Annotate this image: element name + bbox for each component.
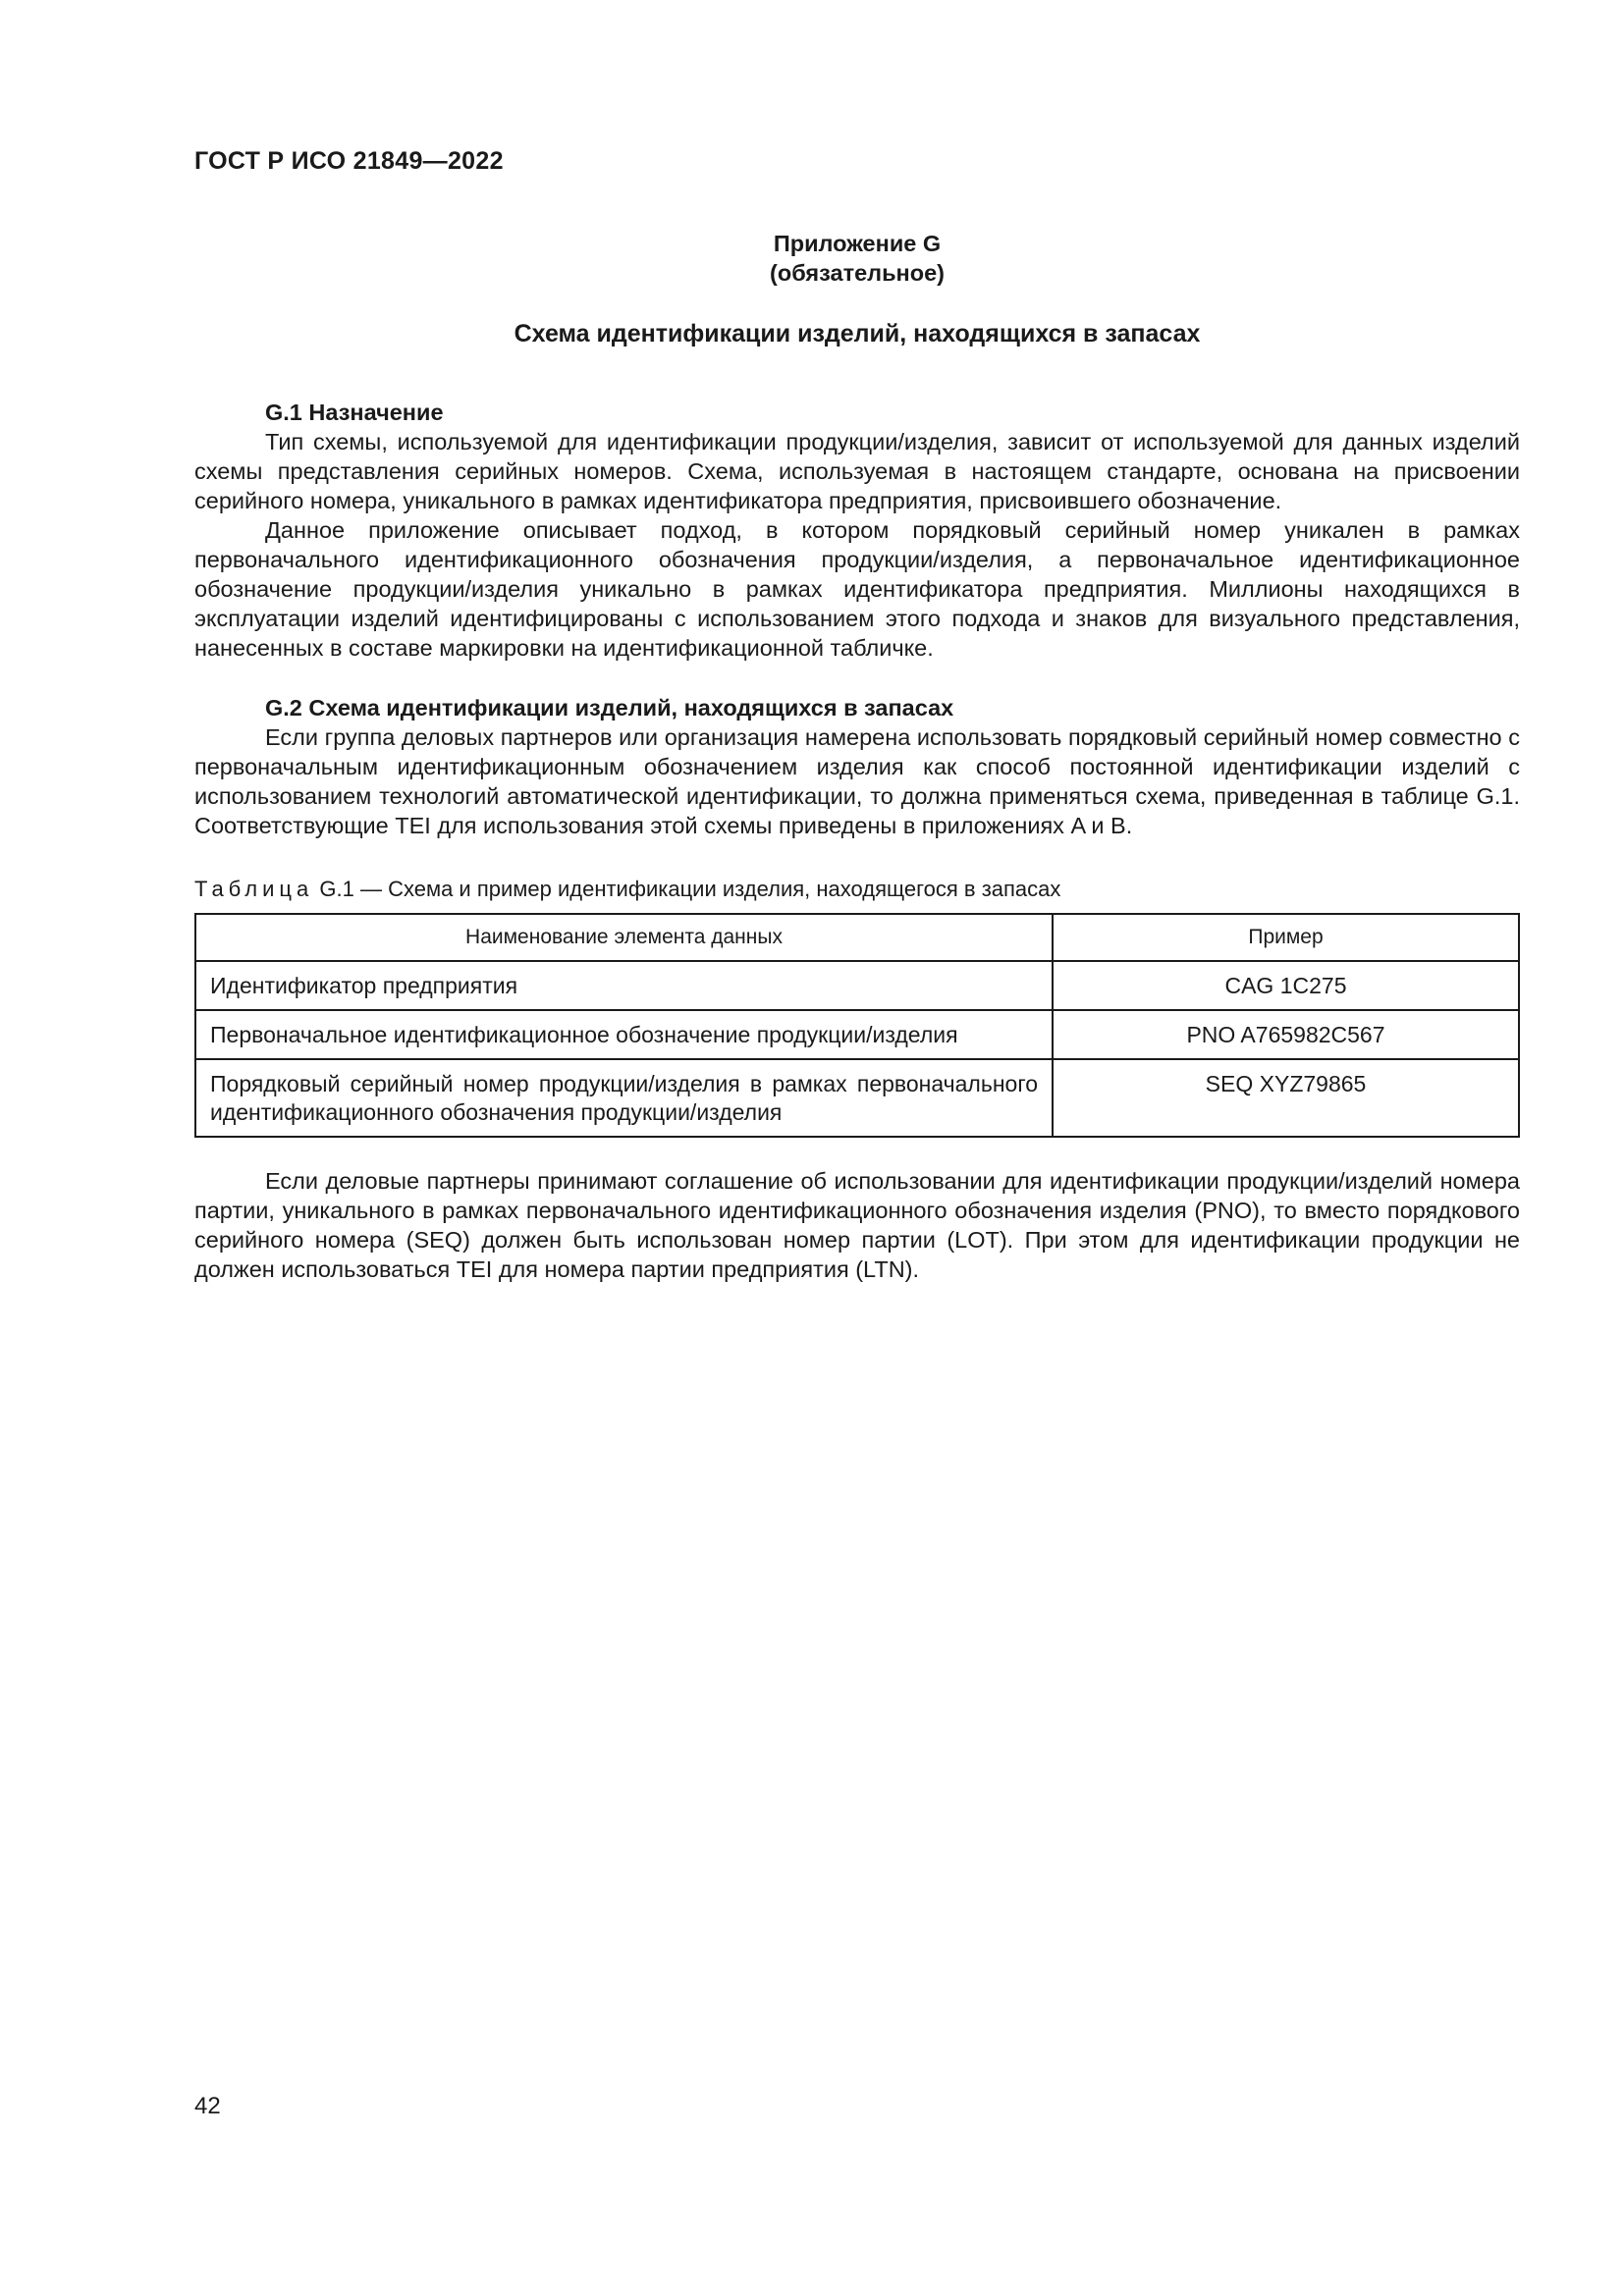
data-elements-table [194, 913, 1520, 1138]
cell-example: PNO A765982C567 [1053, 1010, 1519, 1059]
table-row [195, 1010, 1519, 1059]
table-header-row [195, 914, 1519, 961]
appendix-heading [194, 229, 1520, 288]
paragraph: Тип схемы, используемой для идентификации продукции/изделия, зависит от используемой для данных изделий схемы представления серийных номеров. Схема, используемая в настоящем стандарте, основана на присвоении серийного номера, уникального в рамках идентификатора предприятия, присвоившего обозначение. [194, 429, 1520, 513]
column-header-example: Пример [1053, 914, 1519, 961]
cell-example: CAG 1C275 [1053, 961, 1519, 1010]
appendix-status: (обязательное) [770, 260, 945, 286]
column-header-name: Наименование элемента данных [195, 914, 1053, 961]
section-g1 [194, 398, 1520, 663]
cell-example: SEQ XYZ79865 [1053, 1059, 1519, 1137]
appendix-title: Схема идентификации изделий, находящихся в запасах [514, 320, 1201, 347]
standard-code: ГОСТ Р ИСО 21849—2022 [194, 147, 504, 175]
cell-element-name: Порядковый серийный номер продукции/изделия в рамках первоначального идентификационного обозначения продукции/изделия [195, 1059, 1053, 1137]
paragraph: Если деловые партнеры принимают соглашение об использовании для идентификации продукции/изделий номера партии, уникального в рамках первоначального идентификационного обозначения изделия (PNO), то вместо порядкового серийного номера (SEQ) должен быть использован номер партии (LOT). При этом для идентификации продукции не должен использоваться TEI для номера партии предприятия (LTN). [194, 1168, 1520, 1282]
cell-element-name: Идентификатор предприятия [195, 961, 1053, 1010]
page-number: 42 [194, 2093, 221, 2119]
table-row [195, 961, 1519, 1010]
table-caption-text: G.1 — Схема и пример идентификации изделия, находящегося в запасах [319, 877, 1061, 901]
appendix-label: Приложение G [773, 231, 942, 256]
paragraph: Данное приложение описывает подход, в котором порядковый серийный номер уникален в рамках первоначального идентификационного обозначения продукции/изделия, а первоначальное идентификационное обозначение продукции/изделия уникально в рамках идентификатора предприятия. Миллионы находящихся в эксплуатации изделий идентифицированы с использованием этого подхода и знаков для визуального представления, нанесенных в составе маркировки на идентификационной табличке. [194, 517, 1520, 661]
closing-section [194, 1166, 1520, 1284]
section-heading: G.1 Назначение [265, 400, 444, 425]
table-caption [194, 877, 1060, 902]
paragraph: Если группа деловых партнеров или организация намерена использовать порядковый серийный номер совместно с первоначальным идентификационным обозначением изделия как способ постоянной идентификации изделий с использованием технологий автоматической идентификации, то должна применяться схема, приведенная в таблице G.1. Соответствующие TEI для использования этой схемы приведены в приложениях A и B. [194, 724, 1520, 838]
table-row [195, 1059, 1519, 1137]
cell-element-name: Первоначальное идентификационное обозначение продукции/изделия [195, 1010, 1053, 1059]
section-heading: G.2 Схема идентификации изделий, находящихся в запасах [265, 695, 954, 721]
table-caption-word: Таблица [194, 877, 314, 901]
section-g2 [194, 693, 1520, 840]
